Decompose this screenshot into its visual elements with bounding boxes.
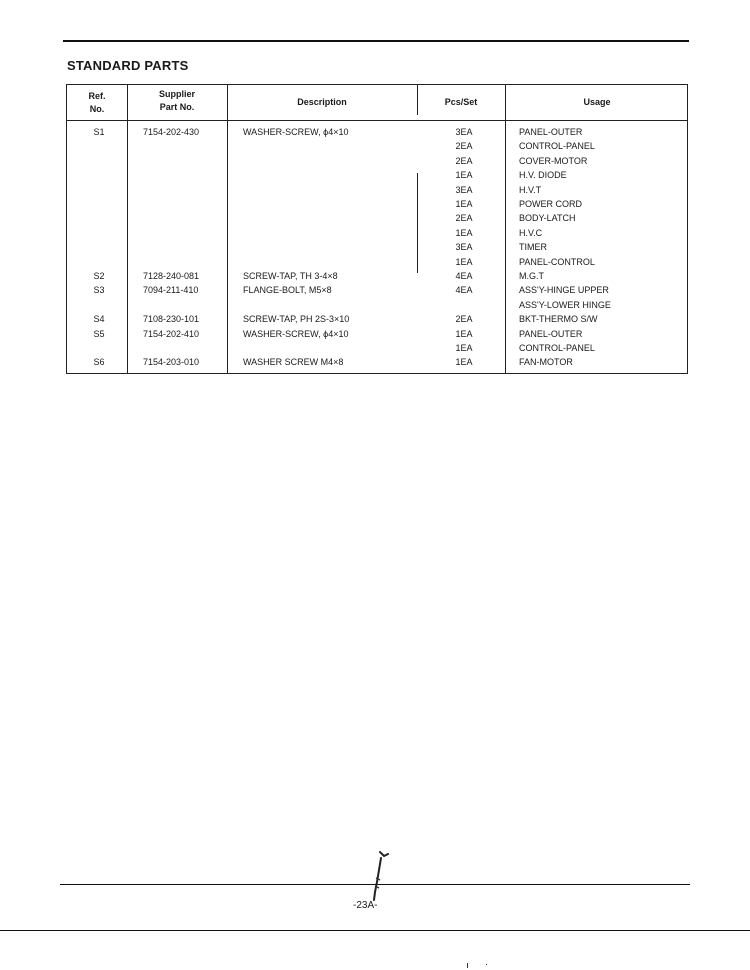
pcs-set-cell: 1EA [455, 256, 473, 267]
section-title: STANDARD PARTS [67, 58, 189, 73]
pen-mark-scribble [362, 848, 396, 904]
usage-cell: H.V.T [519, 184, 542, 195]
pcs-set-cell: 2EA [455, 141, 473, 152]
header-description: Description [297, 97, 347, 107]
pcs-set-cell: 2EA [455, 314, 473, 325]
description-cell: WASHER-SCREW, ϕ4×10 [243, 127, 349, 137]
header-ref [67, 90, 127, 116]
usage-cell: M.G.T [519, 271, 544, 281]
supplier-part-cell: 7154-202-410 [143, 328, 200, 339]
usage-cell: H.V. DIODE [519, 170, 567, 181]
header-supplier-part [127, 88, 227, 114]
pcs-set-cell: 1EA [455, 227, 473, 238]
description-cell: WASHER-SCREW, ϕ4×10 [243, 328, 349, 339]
top-rule [63, 40, 689, 42]
supplier-part-cell: 7154-202-430 [143, 127, 200, 137]
pcs-set-cell: 3EA [455, 242, 473, 253]
column-divider [227, 85, 228, 373]
supplier-part-cell: 7154-203-010 [143, 357, 200, 368]
pcs-set-cell: 4EA [455, 285, 473, 296]
header-supplier-line1: Supplier [158, 89, 195, 99]
usage-cell: PANEL-OUTER [519, 328, 583, 339]
usage-cell: CONTROL-PANEL [519, 343, 595, 353]
pcs-set-cell: 2EA [455, 213, 473, 224]
header-supplier-line2: Part No. [159, 102, 195, 112]
description-cell: WASHER SCREW M4×8 [243, 357, 344, 368]
description-cell: FLANGE-BOLT, M5×8 [243, 285, 332, 296]
supplier-part-cell: 7094-211-410 [143, 285, 199, 296]
ref-cell: S3 [93, 285, 105, 296]
usage-cell: BKT-THERMO S/W [519, 314, 598, 325]
ref-cell: S5 [93, 328, 105, 339]
usage-cell: PANEL-CONTROL [519, 256, 595, 267]
usage-cell: POWER CORD [519, 199, 582, 209]
footer-rule [0, 930, 750, 931]
pcs-set-cell: 1EA [455, 170, 473, 181]
header-usage: Usage [583, 97, 611, 107]
usage-cell: CONTROL-PANEL [519, 141, 595, 152]
usage-cell: BODY-LATCH [519, 213, 576, 224]
pcs-set-cell: 1EA [455, 328, 473, 339]
page-number: -23A- [353, 900, 378, 911]
pcs-set-cell: 4EA [455, 271, 473, 281]
description-cell: SCREW-TAP, TH 3-4×8 [243, 271, 338, 281]
pcs-set-cell: 1EA [455, 343, 473, 353]
usage-cell: TIMER [519, 242, 547, 253]
pcs-set-cell: 2EA [455, 155, 473, 166]
pcs-set-cell: 3EA [455, 184, 473, 195]
ref-cell: S1 [93, 127, 105, 137]
scan-speck [467, 963, 468, 968]
column-divider [505, 85, 506, 373]
usage-cell: COVER-MOTOR [519, 155, 588, 166]
ref-cell: S2 [93, 271, 105, 281]
scan-speck [486, 964, 487, 965]
standard-parts-table [66, 84, 688, 374]
supplier-part-cell: 7128-240-081 [143, 271, 200, 281]
usage-cell: ASS'Y-LOWER HINGE [519, 299, 611, 310]
column-divider [127, 85, 128, 373]
header-ref-line2: No. [89, 104, 105, 114]
usage-cell: ASS'Y-HINGE UPPER [519, 285, 609, 296]
header-ref-line1: Ref. [88, 91, 106, 101]
header-pcs-set: Pcs/Set [444, 97, 478, 107]
usage-cell: H.V.C [519, 227, 543, 238]
pcs-set-cell: 1EA [455, 199, 473, 209]
usage-cell: PANEL-OUTER [519, 127, 583, 137]
pcs-set-cell: 1EA [455, 357, 473, 368]
description-cell: SCREW-TAP, PH 2S-3×10 [243, 314, 350, 325]
pcs-set-cell: 3EA [455, 127, 473, 137]
ref-cell: S6 [93, 357, 105, 368]
ref-cell: S4 [93, 314, 105, 325]
header-divider [67, 120, 687, 121]
supplier-part-cell: 7108-230-101 [143, 314, 200, 325]
column-divider [417, 173, 418, 273]
usage-cell: FAN-MOTOR [519, 357, 573, 368]
